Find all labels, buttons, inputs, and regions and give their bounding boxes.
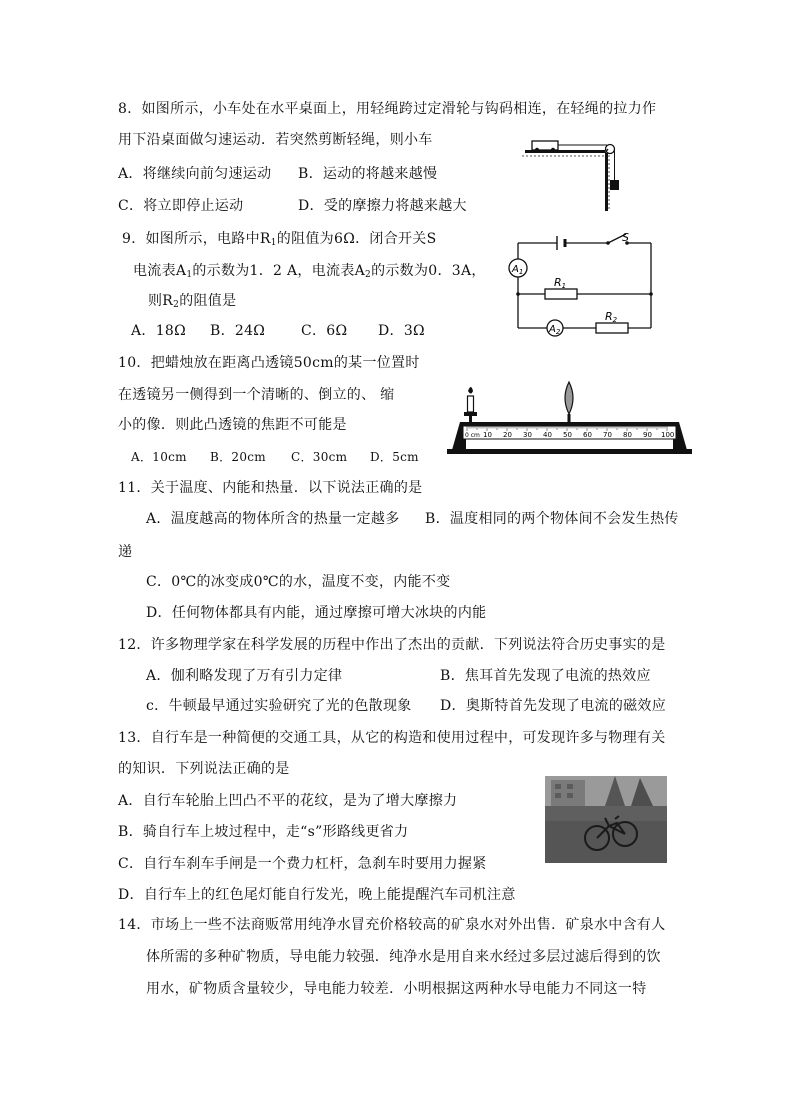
q11-option-b-line1: B．温度相同的两个物体间不会发生热传 (425, 511, 679, 527)
scale-label-80: 80 (623, 431, 632, 439)
switch-s-label: S (622, 231, 629, 244)
q12-stem: 12．许多物理学家在科学发展的历程中作出了杰出的贡献．下列说法符合历史事实的是 (118, 637, 666, 653)
q8-option-d: D．受的摩擦力将越来越大 (298, 198, 467, 214)
q14-line3: 用水，矿物质含量较少，导电能力较差．小明根据这两种水导电能力不同这一特 (146, 981, 647, 997)
q9-option-a: A．18Ω (131, 323, 187, 339)
q8-option-b: B．运动的将越来越慢 (298, 166, 438, 182)
ammeter-a1-label: $A_1$ (512, 264, 524, 276)
q11-stem: 11．关于温度、内能和热量．以下说法正确的是 (118, 480, 423, 496)
q12-option-d: D．奥斯特首先发现了电流的磁效应 (440, 698, 667, 714)
q8-option-c: C．将立即停止运动 (118, 198, 244, 214)
q10-option-b: B．20cm (210, 450, 266, 464)
q9-stem-line2: 电流表$A_1$的示数为1．2 A，电流表$A_2$的示数为0．3A， (133, 263, 486, 280)
q11-option-a: A．温度越高的物体所含的热量一定越多 (146, 511, 400, 527)
candle-icon (464, 387, 477, 422)
scale-label-50: 50 (563, 431, 572, 439)
q9-option-c: C．6Ω (301, 323, 348, 339)
bicycle-photo (545, 776, 667, 863)
scale-label-100: 100 (661, 431, 675, 439)
q13-stem-line2: 的知识．下列说法正确的是 (118, 761, 290, 777)
scale-label-10: 10 (483, 431, 492, 439)
q8-stem-line1: 8．如图所示，小车处在水平桌面上，用轻绳跨过定滑轮与钩码相连，在轻绳的拉力作 (118, 101, 657, 117)
q11-option-d: D．任何物体都具有内能，通过摩擦可增大冰块的内能 (146, 605, 487, 621)
scale-label-90: 90 (643, 431, 652, 439)
q8-cart-pulley-figure (520, 135, 635, 215)
q9-stem-line1: 9．如图所示，电路中$R_1$的阻值为6Ω．闭合开关S (122, 231, 437, 248)
q13-option-a: A．自行车轮胎上凹凸不平的花纹，是为了增大摩擦力 (118, 793, 458, 809)
scale-label-20: 20 (503, 431, 512, 439)
q13-option-d: D．自行车上的红色尾灯能自行发光，晚上能提醒汽车司机注意 (118, 887, 516, 903)
q9-circuit-figure (505, 228, 655, 340)
q14-line1: 14．市场上一些不法商贩常用纯净水冒充价格较高的矿泉水对外出售．矿泉水中含有人 (118, 917, 666, 933)
q8-option-a: A．将继续向前匀速运动 (118, 166, 272, 182)
q10-stem-line1: 10．把蜡烛放在距离凸透镜50cm的某一位置时 (118, 355, 420, 371)
q11-option-b-line2: 递 (118, 544, 133, 560)
q12-option-c: c．牛顿最早通过实验研究了光的色散现象 (146, 698, 412, 714)
q8-stem-line2: 用下沿桌面做匀速运动．若突然剪断轻绳，则小车 (118, 132, 433, 148)
scale-label-60: 60 (583, 431, 592, 439)
q13-option-b: B．骑自行车上坡过程中，走“s”形路线更省力 (118, 824, 409, 840)
q11-option-c: C．0℃的冰变成0℃的水，温度不变，内能不变 (146, 574, 451, 590)
q9-option-d: D．3Ω (378, 323, 425, 339)
q12-option-a: A．伽利略发现了万有引力定律 (146, 668, 343, 684)
ammeter-a2-label: $A_2$ (549, 324, 561, 336)
scale-label-30: 30 (523, 431, 532, 439)
q10-option-c: C．30cm (291, 450, 348, 464)
q13-stem-line1: 13．自行车是一种简便的交通工具，从它的构造和使用过程中，可发现许多与物理有关 (118, 730, 666, 746)
q9-option-b: B．24Ω (210, 323, 266, 339)
q9-stem-line3: 则$R_2$的阻值是 (148, 293, 237, 310)
q10-optical-bench-figure (447, 378, 692, 456)
q14-line2: 体所需的多种矿物质，导电能力较强．纯净水是用自来水经过多层过滤后得到的饮 (146, 949, 661, 965)
scale-label-0: 0 cm (465, 432, 480, 439)
q12-option-b: B．焦耳首先发现了电流的热效应 (440, 668, 651, 684)
resistor-r1-label: R1 (554, 276, 567, 290)
q10-stem-line3: 小的像．则此凸透镜的焦距不可能是 (118, 417, 347, 433)
resistor-r2-label: R2 (605, 310, 618, 324)
q10-stem-line2: 在透镜另一侧得到一个清晰的、倒立的、 缩 (118, 387, 395, 403)
scale-label-70: 70 (603, 431, 612, 439)
convex-lens-icon (565, 382, 573, 422)
q10-option-d: D．5cm (370, 450, 419, 464)
q10-option-a: A．10cm (131, 450, 187, 464)
q13-option-c: C．自行车刹车手闸是一个费力杠杆，急刹车时要用力握紧 (118, 856, 487, 872)
scale-label-40: 40 (543, 431, 552, 439)
